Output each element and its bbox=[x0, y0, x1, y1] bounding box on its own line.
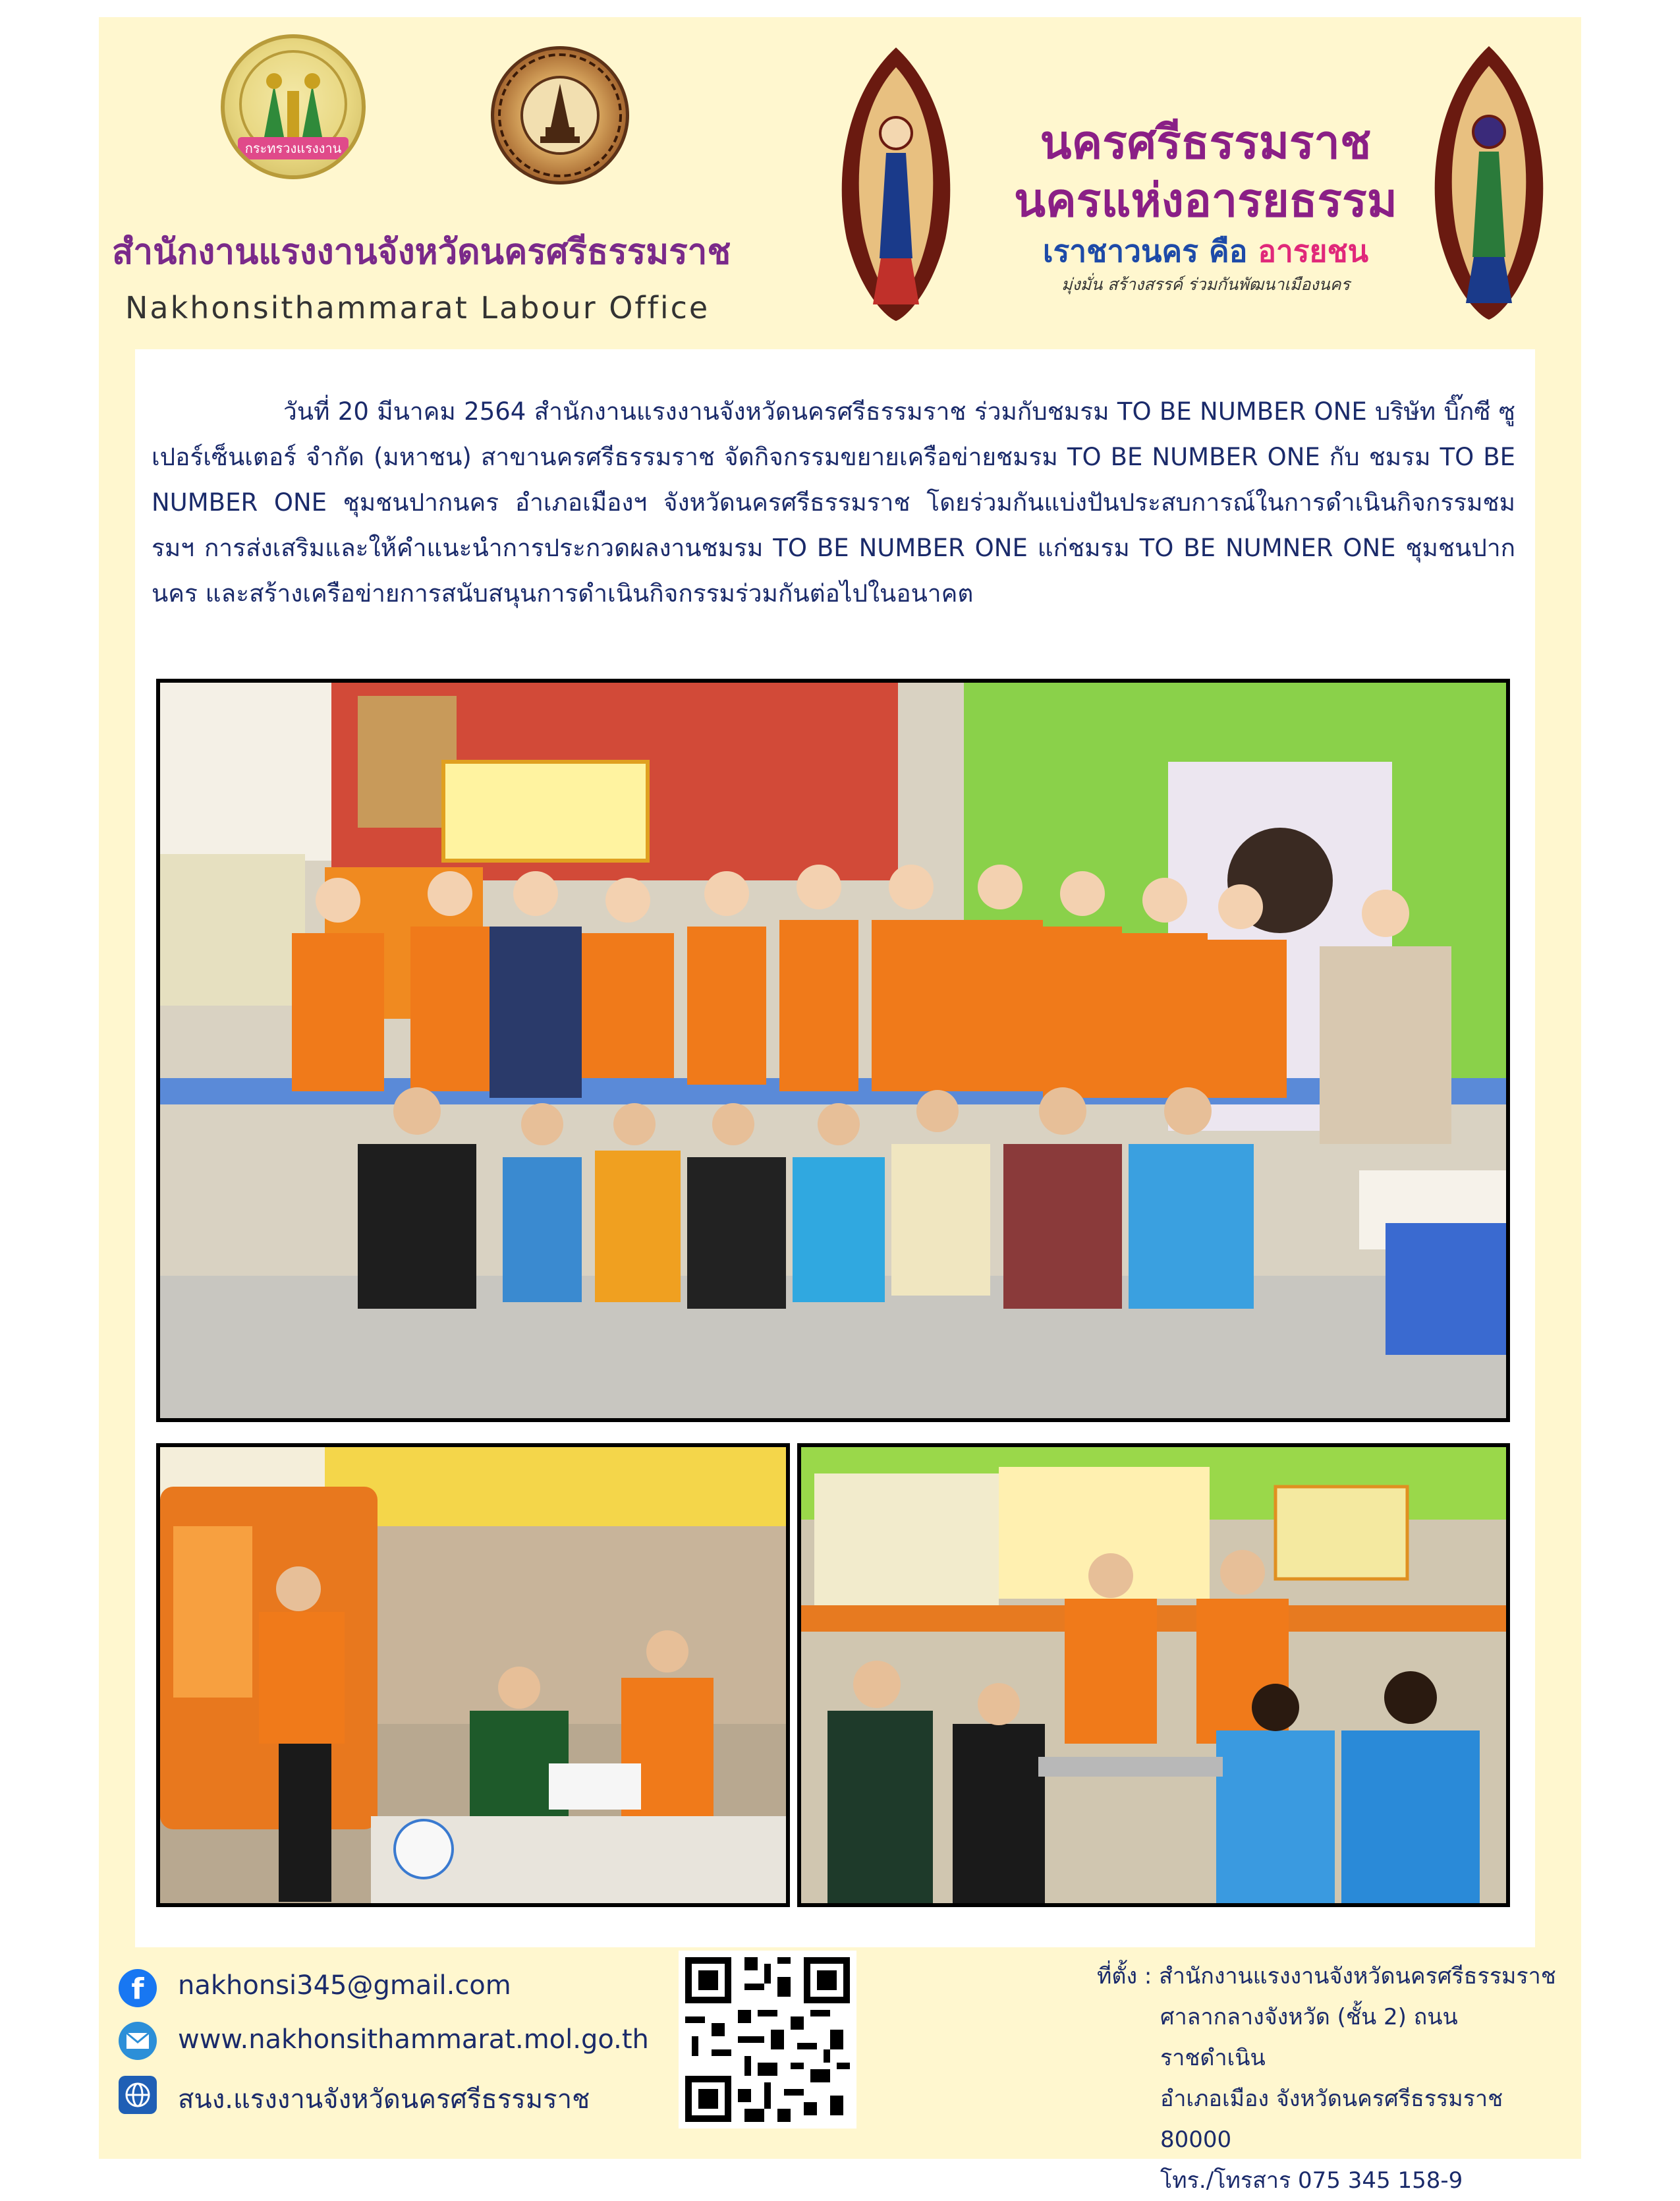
slogan-line-2: นครแห่งอารยธรรม bbox=[1014, 173, 1397, 227]
activity-photo-right bbox=[797, 1443, 1510, 1907]
mail-icon[interactable] bbox=[119, 2022, 157, 2060]
shadow-puppet-left-image bbox=[820, 41, 972, 324]
slogan-line-3 bbox=[968, 227, 1443, 275]
page-name-link[interactable]: สนง.แรงงานจังหวัดนครศรีธรรมราช bbox=[178, 2084, 590, 2115]
slogan-line-4: มุ่งมั่น สร้างสรรค์ ร่วมกันพัฒนาเมืองนคร bbox=[1061, 275, 1350, 294]
slogan-line-3-part-b: อารยชน bbox=[1258, 233, 1369, 269]
office-address bbox=[1097, 1956, 1558, 2201]
slogan-line-1: นครศรีธรรมราช bbox=[1040, 115, 1372, 169]
globe-icon[interactable] bbox=[119, 2076, 157, 2114]
activity-photo-left bbox=[156, 1443, 790, 1907]
office-name-thai: สำนักงานแรงงานจังหวัดนครศรีธรรมราช bbox=[112, 232, 731, 272]
address-line-2: ศาลากลางจังหวัด (ชั้น 2) ถนนราชดำเนิน bbox=[1160, 2004, 1458, 2071]
address-line-4: โทร./โทรสาร 075 345 158-9 bbox=[1160, 2167, 1463, 2194]
province-seal-logo bbox=[491, 46, 629, 185]
labour-ministry-logo bbox=[221, 34, 366, 179]
address-line-3: อำเภอเมือง จังหวัดนครศรีธรรมราช 80000 bbox=[1160, 2086, 1503, 2153]
logo-ribbon: กระทรวงแรงงาน bbox=[238, 137, 349, 159]
qr-code[interactable] bbox=[679, 1951, 856, 2129]
group-photo-main bbox=[156, 679, 1510, 1422]
website-link[interactable]: www.nakhonsithammarat.mol.go.th bbox=[178, 2024, 649, 2055]
facebook-icon[interactable]: f bbox=[119, 1969, 157, 2007]
address-line-1: ที่ตั้ง : สำนักงานแรงงานจังหวัดนครศรีธรรมราช bbox=[1097, 1963, 1556, 1989]
news-paragraph: วันที่ 20 มีนาคม 2564 สำนักงานแรงงานจังหวัดนครศรีธรรมราช ร่วมกับชมรม TO BE NUMBER ONE บริษัท บิ๊กซี ซูเปอร์เซ็นเตอร์ จำกัด (มหาชน) สาขานครศรีธรรมราช จัดกิจกรรมขยายเครือข่ายชมรม TO BE NUMBER ONE กับ ชมรม TO BE NUMBER ONE ชุมชนปากนคร อำเภอเมืองฯ จังหวัดนครศรีธรรมราช โดยร่วมกันแบ่งปันประสบการณ์ในการดำเนินกิจกรรมชมรมฯ การส่งเสริมและให้คำแนะนำการประกวดผลงานชมรม TO BE NUMBER ONE แก่ชมรม TO BE NUMNER ONE ชุมชนปากนคร และสร้างเครือข่ายการสนับสนุนการดำเนินกิจกรรมร่วมกันต่อไปในอนาคต bbox=[152, 397, 1515, 608]
office-name-english: Nakhonsithammarat Labour Office bbox=[125, 290, 710, 326]
facebook-link[interactable]: nakhonsi345@gmail.com bbox=[178, 1970, 511, 2001]
slogan-line-3-part-a: เราชาวนคร คือ bbox=[1042, 233, 1248, 269]
